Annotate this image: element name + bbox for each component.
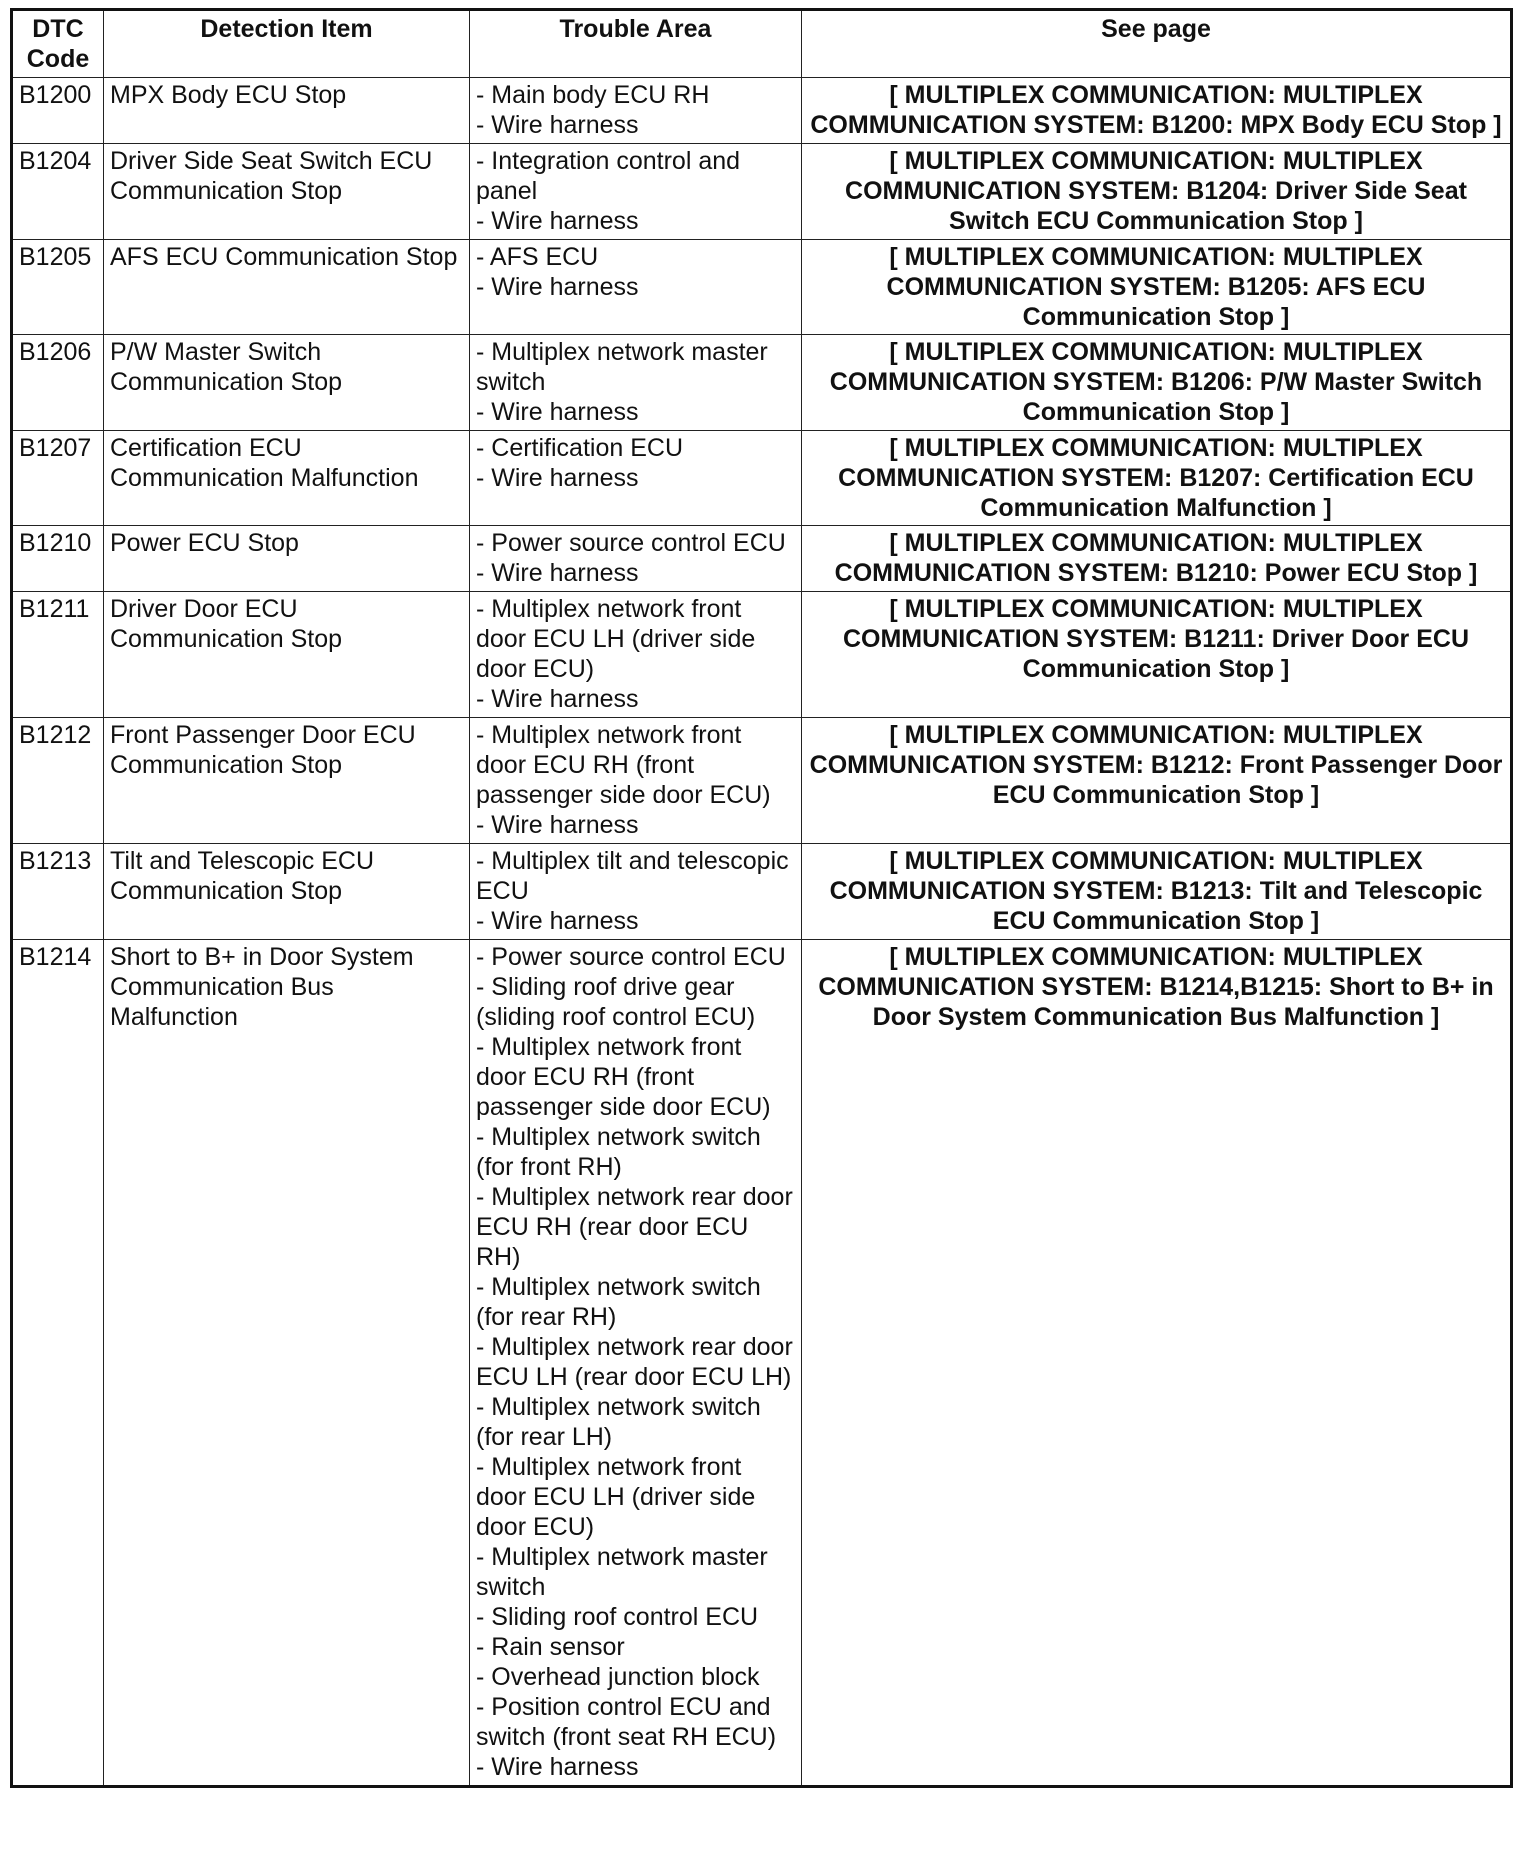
- see-page-link[interactable]: [ MULTIPLEX COMMUNICATION: MULTIPLEX COMMUNICATION SYSTEM: B1205: AFS ECU Communication Stop ]: [802, 240, 1512, 335]
- trouble-area-item: - Integration control and panel: [476, 147, 741, 205]
- see-page-link[interactable]: [ MULTIPLEX COMMUNICATION: MULTIPLEX COMMUNICATION SYSTEM: B1214,B1215: Short to B+ in Door System Communication Bus Malfunction ]: [802, 940, 1512, 1787]
- dtc-code-cell: B1200: [12, 78, 104, 144]
- trouble-area-item: - Position control ECU and switch (front seat RH ECU): [476, 1693, 777, 1751]
- trouble-area-item: - Wire harness: [476, 111, 639, 139]
- see-page-link[interactable]: [ MULTIPLEX COMMUNICATION: MULTIPLEX COMMUNICATION SYSTEM: B1210: Power ECU Stop ]: [802, 526, 1512, 592]
- trouble-area-item: - Wire harness: [476, 685, 639, 713]
- trouble-area-item: - Multiplex network rear door ECU RH (rear door ECU RH): [476, 1183, 793, 1271]
- trouble-area-item: - Multiplex network switch (for rear RH): [476, 1273, 761, 1331]
- trouble-area-item: - Wire harness: [476, 464, 639, 492]
- trouble-area-item: - Multiplex network front door ECU RH (front passenger side door ECU): [476, 1033, 771, 1121]
- detection-item-cell: Front Passenger Door ECU Communication Stop: [104, 718, 470, 844]
- detection-item-cell: AFS ECU Communication Stop: [104, 240, 470, 335]
- header-dtc-code: DTC Code: [12, 10, 104, 78]
- see-page-link[interactable]: [ MULTIPLEX COMMUNICATION: MULTIPLEX COMMUNICATION SYSTEM: B1211: Driver Door ECU Communication Stop ]: [802, 592, 1512, 718]
- table-row: [12, 718, 1512, 844]
- dtc-code-cell: B1213: [12, 844, 104, 940]
- detection-item-cell: Power ECU Stop: [104, 526, 470, 592]
- trouble-area-item: - Multiplex network front door ECU LH (driver side door ECU): [476, 595, 756, 683]
- trouble-area-item: - Wire harness: [476, 207, 639, 235]
- trouble-area-item: - Multiplex network master switch: [476, 338, 768, 396]
- dtc-code-cell: B1207: [12, 431, 104, 526]
- table-row: [12, 240, 1512, 335]
- header-trouble-area: Trouble Area: [470, 10, 802, 78]
- table-body: [12, 78, 1512, 1787]
- trouble-area-item: - AFS ECU: [476, 243, 599, 271]
- header-see-page: See page: [802, 10, 1512, 78]
- trouble-area-item: - Wire harness: [476, 559, 639, 587]
- detection-item-cell: Short to B+ in Door System Communication Bus Malfunction: [104, 940, 470, 1787]
- table-row: [12, 431, 1512, 526]
- table-row: [12, 144, 1512, 240]
- dtc-code-cell: B1205: [12, 240, 104, 335]
- trouble-area-item: - Multiplex tilt and telescopic ECU: [476, 847, 789, 905]
- see-page-link[interactable]: [ MULTIPLEX COMMUNICATION: MULTIPLEX COMMUNICATION SYSTEM: B1212: Front Passenger Door ECU Communication Stop ]: [802, 718, 1512, 844]
- detection-item-cell: MPX Body ECU Stop: [104, 78, 470, 144]
- trouble-area-item: - Multiplex network master switch: [476, 1543, 768, 1601]
- trouble-area-cell: [470, 431, 802, 526]
- detection-item-cell: Driver Side Seat Switch ECU Communication Stop: [104, 144, 470, 240]
- trouble-area-cell: [470, 940, 802, 1787]
- trouble-area-cell: [470, 335, 802, 431]
- trouble-area-item: - Multiplex network front door ECU RH (front passenger side door ECU): [476, 721, 771, 809]
- trouble-area-item: - Multiplex network front door ECU LH (driver side door ECU): [476, 1453, 756, 1541]
- dtc-code-cell: B1212: [12, 718, 104, 844]
- trouble-area-item: - Rain sensor: [476, 1633, 625, 1661]
- table-row: [12, 335, 1512, 431]
- trouble-area-item: - Multiplex network rear door ECU LH (rear door ECU LH): [476, 1333, 793, 1391]
- dtc-code-cell: B1214: [12, 940, 104, 1787]
- header-detection-item: Detection Item: [104, 10, 470, 78]
- trouble-area-item: - Sliding roof drive gear (sliding roof control ECU): [476, 973, 756, 1031]
- trouble-area-cell: [470, 240, 802, 335]
- see-page-link[interactable]: [ MULTIPLEX COMMUNICATION: MULTIPLEX COMMUNICATION SYSTEM: B1200: MPX Body ECU Stop ]: [802, 78, 1512, 144]
- see-page-link[interactable]: [ MULTIPLEX COMMUNICATION: MULTIPLEX COMMUNICATION SYSTEM: B1204: Driver Side Seat Switch ECU Communication Stop ]: [802, 144, 1512, 240]
- trouble-area-cell: [470, 526, 802, 592]
- trouble-area-cell: [470, 78, 802, 144]
- dtc-table: [10, 8, 1513, 1788]
- trouble-area-cell: [470, 144, 802, 240]
- table-row: [12, 526, 1512, 592]
- dtc-code-cell: B1206: [12, 335, 104, 431]
- trouble-area-item: - Wire harness: [476, 811, 639, 839]
- dtc-code-cell: B1210: [12, 526, 104, 592]
- table-row: [12, 844, 1512, 940]
- trouble-area-item: - Wire harness: [476, 273, 639, 301]
- table-row: [12, 940, 1512, 1787]
- trouble-area-item: - Certification ECU: [476, 434, 683, 462]
- trouble-area-item: - Main body ECU RH: [476, 81, 710, 109]
- trouble-area-item: - Power source control ECU: [476, 943, 786, 971]
- detection-item-cell: P/W Master Switch Communication Stop: [104, 335, 470, 431]
- trouble-area-item: - Sliding roof control ECU: [476, 1603, 759, 1631]
- trouble-area-item: - Multiplex network switch (for front RH): [476, 1123, 761, 1181]
- trouble-area-cell: [470, 592, 802, 718]
- table-row: [12, 592, 1512, 718]
- detection-item-cell: Tilt and Telescopic ECU Communication Stop: [104, 844, 470, 940]
- trouble-area-cell: [470, 718, 802, 844]
- dtc-code-cell: B1204: [12, 144, 104, 240]
- trouble-area-cell: [470, 844, 802, 940]
- detection-item-cell: Certification ECU Communication Malfunction: [104, 431, 470, 526]
- see-page-link[interactable]: [ MULTIPLEX COMMUNICATION: MULTIPLEX COMMUNICATION SYSTEM: B1206: P/W Master Switch Communication Stop ]: [802, 335, 1512, 431]
- dtc-code-cell: B1211: [12, 592, 104, 718]
- trouble-area-item: - Multiplex network switch (for rear LH): [476, 1393, 761, 1451]
- detection-item-cell: Driver Door ECU Communication Stop: [104, 592, 470, 718]
- table-row: [12, 78, 1512, 144]
- trouble-area-item: - Overhead junction block: [476, 1663, 760, 1691]
- dtc-table-container: [10, 8, 1510, 1788]
- trouble-area-item: - Wire harness: [476, 907, 639, 935]
- see-page-link[interactable]: [ MULTIPLEX COMMUNICATION: MULTIPLEX COMMUNICATION SYSTEM: B1213: Tilt and Telescopic ECU Communication Stop ]: [802, 844, 1512, 940]
- see-page-link[interactable]: [ MULTIPLEX COMMUNICATION: MULTIPLEX COMMUNICATION SYSTEM: B1207: Certification ECU Communication Malfunction ]: [802, 431, 1512, 526]
- trouble-area-item: - Wire harness: [476, 1753, 639, 1781]
- trouble-area-item: - Power source control ECU: [476, 529, 786, 557]
- trouble-area-item: - Wire harness: [476, 398, 639, 426]
- table-header-row: [12, 10, 1512, 78]
